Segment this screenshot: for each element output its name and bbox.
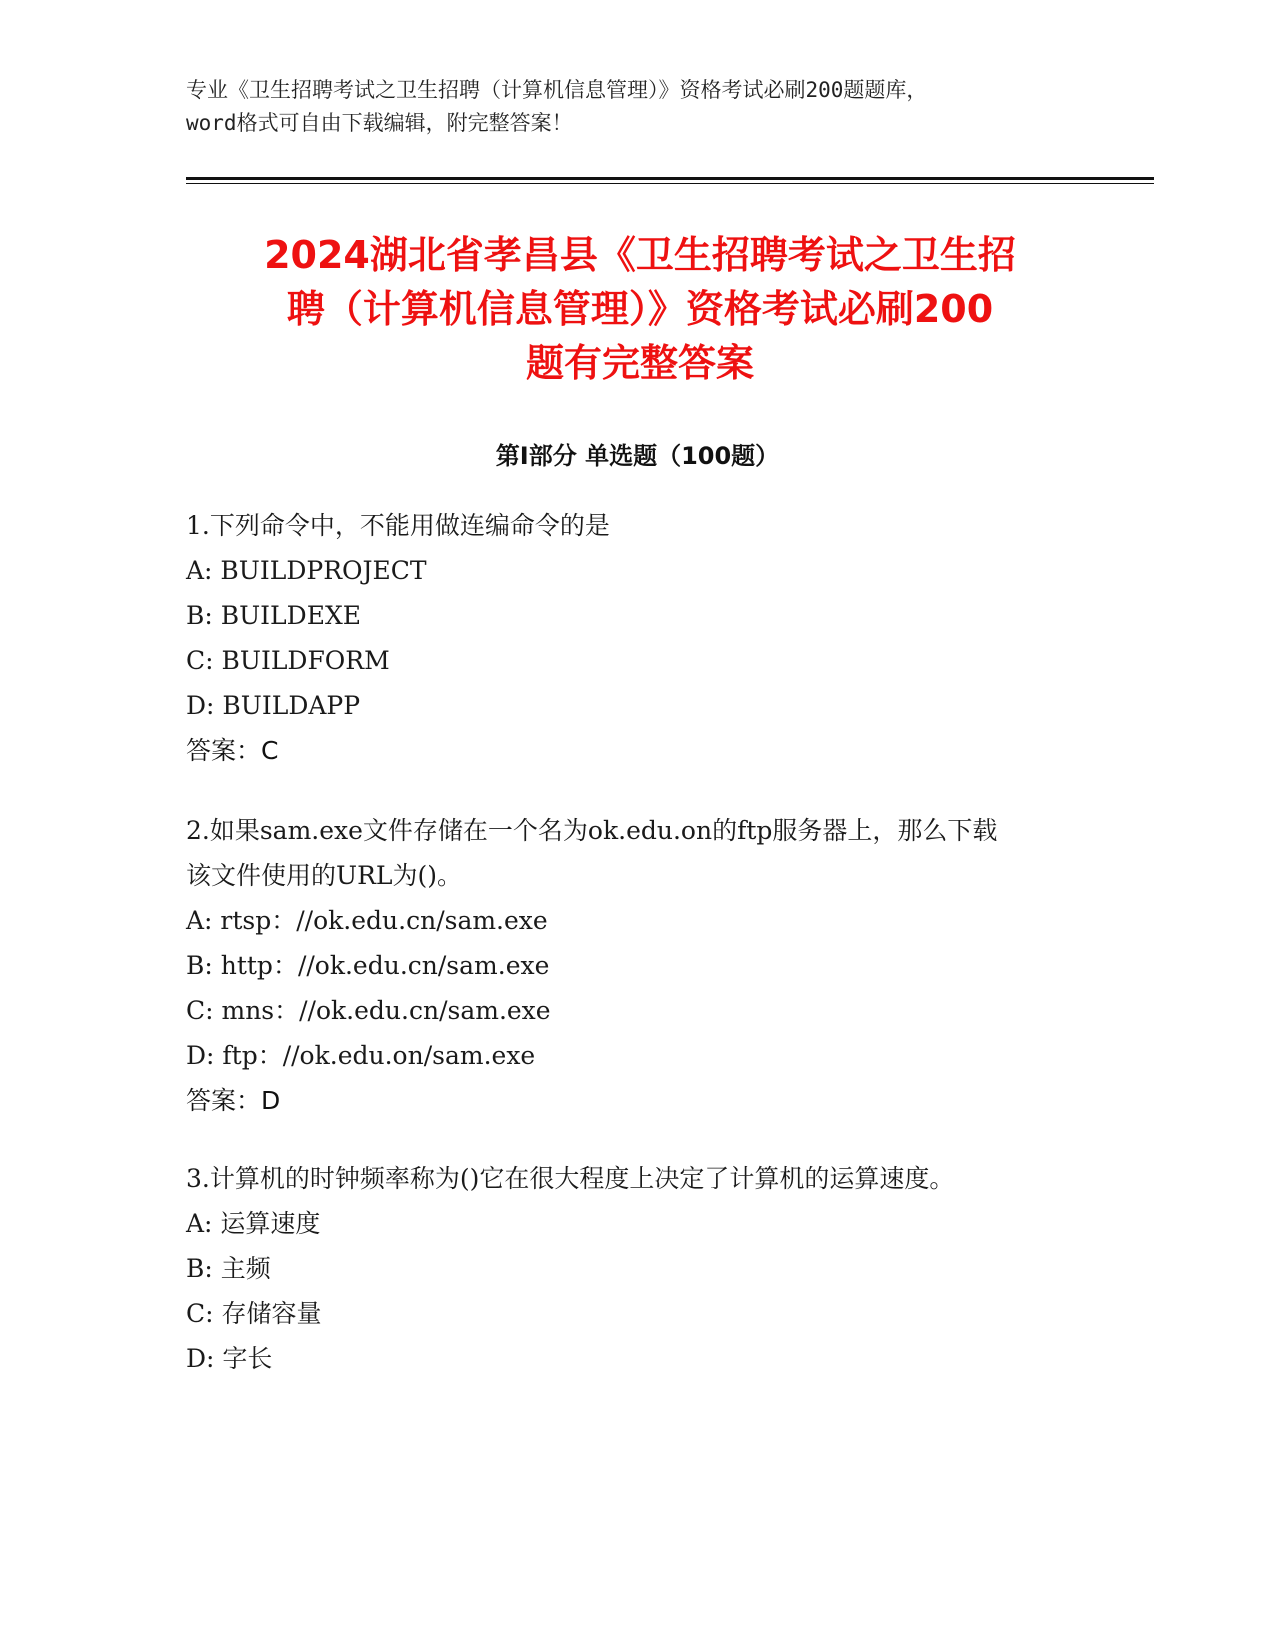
option-c: C: 存储容量 bbox=[186, 1299, 322, 1328]
header-note-line-1: 专业《卫生招聘考试之卫生招聘（计算机信息管理）》资格考试必刷200题题库， bbox=[186, 78, 928, 102]
title-line-3: 题有完整答案 bbox=[525, 341, 754, 385]
question-1 bbox=[186, 503, 1076, 773]
option-d: D: 字长 bbox=[186, 1344, 273, 1373]
option-a: A: 运算速度 bbox=[186, 1209, 321, 1238]
option-d: D: ftp：//ok.edu.on/sam.exe bbox=[186, 1041, 536, 1070]
header-divider-thin bbox=[186, 183, 1154, 184]
answer: 答案：C bbox=[186, 736, 279, 765]
title-line-2: 聘（计算机信息管理）》资格考试必刷200 bbox=[286, 287, 994, 331]
header-note bbox=[186, 74, 1086, 140]
question-stem: 3.计算机的时钟频率称为()它在很大程度上决定了计算机的运算速度。 bbox=[186, 1164, 955, 1193]
option-d: D: BUILDAPP bbox=[186, 691, 361, 720]
option-a: A: rtsp：//ok.edu.cn/sam.exe bbox=[186, 906, 548, 935]
question-2 bbox=[186, 808, 1016, 1123]
document-title bbox=[160, 228, 1120, 390]
header-note-line-2: word格式可自由下载编辑，附完整答案！ bbox=[186, 111, 573, 135]
answer: 答案：D bbox=[186, 1086, 281, 1115]
section-title: 第Ⅰ部分 单选题（100题） bbox=[495, 442, 780, 470]
question-3 bbox=[186, 1156, 1016, 1381]
option-b: B: http：//ok.edu.cn/sam.exe bbox=[186, 951, 550, 980]
option-b: B: 主频 bbox=[186, 1254, 271, 1283]
option-a: A: BUILDPROJECT bbox=[186, 556, 427, 585]
header-divider-thick bbox=[186, 177, 1154, 180]
question-stem: 2.如果sam.exe文件存储在一个名为ok.edu.on的ftp服务器上，那么下载该文件使用的URL为()。 bbox=[186, 816, 998, 890]
title-line-1: 2024湖北省孝昌县《卫生招聘考试之卫生招 bbox=[264, 233, 1016, 277]
option-c: C: BUILDFORM bbox=[186, 646, 390, 675]
option-c: C: mns：//ok.edu.cn/sam.exe bbox=[186, 996, 551, 1025]
option-b: B: BUILDEXE bbox=[186, 601, 361, 630]
question-stem: 1.下列命令中，不能用做连编命令的是 bbox=[186, 511, 610, 540]
